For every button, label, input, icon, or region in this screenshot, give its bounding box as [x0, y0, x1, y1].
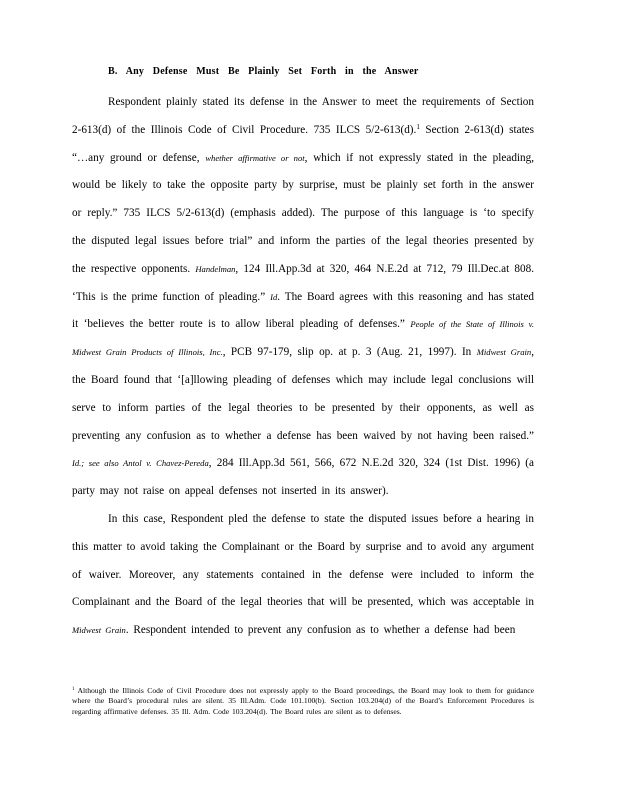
paragraph-2	[72, 506, 534, 645]
p1-italic-1: whether affirmative or not	[205, 152, 305, 163]
footnote-divider	[72, 683, 192, 684]
footnote-text: Although the Illinois Code of Civil Procedure does not expressly apply to the Board proceedings, the Board may look to them for guidance where the Board’s procedural rules are silent. 35 Ill.Adm. Code 101.100(b). Section 103.204(d) of the Board’s Enforcement Procedures is regarding affirmative defenses. 35 Ill. Adm. Code 103.204(d). The Board rules are silent as to defenses.	[72, 686, 534, 716]
footnote	[72, 686, 534, 717]
p1-text-1: Respondent plainly stated its defense in the Answer to meet the requirements of Section 2-613(d) of the Illinois Code of Civil Procedure. 735 ILCS 5/2-613(d).	[72, 96, 534, 136]
p1-text-8: , 284 Ill.App.3d 561, 566, 672 N.E.2d 320, 324 (1st Dist. 1996) (a party may not raise on appeal defenses not inserted in its answer).	[72, 457, 534, 498]
section-heading: B. Any Defense Must Be Plainly Set Forth in the Answer	[108, 66, 419, 77]
p1-text-5: . The Board agrees with this reasoning and has stated it ‘believes the better route is to allow liberal pleading of defenses.”	[72, 290, 535, 331]
p2-italic-1: Midwest Grain	[72, 625, 126, 636]
footnote-marker: 1	[72, 687, 75, 692]
p1-italic-5: Midwest Grain	[476, 347, 532, 358]
p1-text-4: , 124 Ill.App.3d at 320, 464 N.E.2d at 712, 79 Ill.Dec.at 808. ‘This is the prime function of pleading.”	[72, 262, 534, 303]
p1-text-6: , PCB 97-179, slip op. at p. 3 (Aug. 21, 1997). In	[222, 346, 477, 359]
p2-text-1: In this case, Respondent pled the defense to state the disputed issues before a hearing in this matter to avoid taking the Complainant or the Board by surprise and to avoid any argument of waiver. Moreover, any statements contained in the defense were included to inform the Complainant and the Board of the legal theories that will be presented, which was acceptable in	[72, 512, 534, 609]
footnote-reference: 1	[416, 122, 420, 131]
paragraph-1	[72, 89, 534, 506]
p1-italic-2: Handelman	[195, 263, 236, 274]
body-text	[72, 89, 534, 645]
p1-text-3: , which if not expressly stated in the pleading, would be likely to take the opposite party by surprise, must be plainly set forth in the answer or reply.” 735 ILCS 5/2-613(d) (emphasis added). The purpose of this language is ‘to specify the disputed legal issues before trial” and inform the parties of the legal theories presented by the respective opponents.	[72, 151, 535, 275]
p1-text-7: , the Board found that ‘[a]llowing pleading of defenses which may include legal conclusions will serve to inform parties of the legal theories to be presented by their opponents, as well as preventing any confusion as to whether a defense has been waived by not having been raised.”	[72, 346, 534, 442]
p1-italic-3: Id	[270, 291, 278, 302]
p1-italic-6: Id.; see also Antol v. Chavez-Pereda	[72, 458, 209, 469]
p1-text-2: Section 2-613(d) states “…any ground or defense,	[72, 123, 534, 164]
p1-italic-4: People of the State of Illinois v. Midwest Grain Products of Illinois, Inc.	[72, 319, 534, 358]
p2-text-2: . Respondent intended to prevent any confusion as to whether a defense had been	[125, 624, 516, 637]
